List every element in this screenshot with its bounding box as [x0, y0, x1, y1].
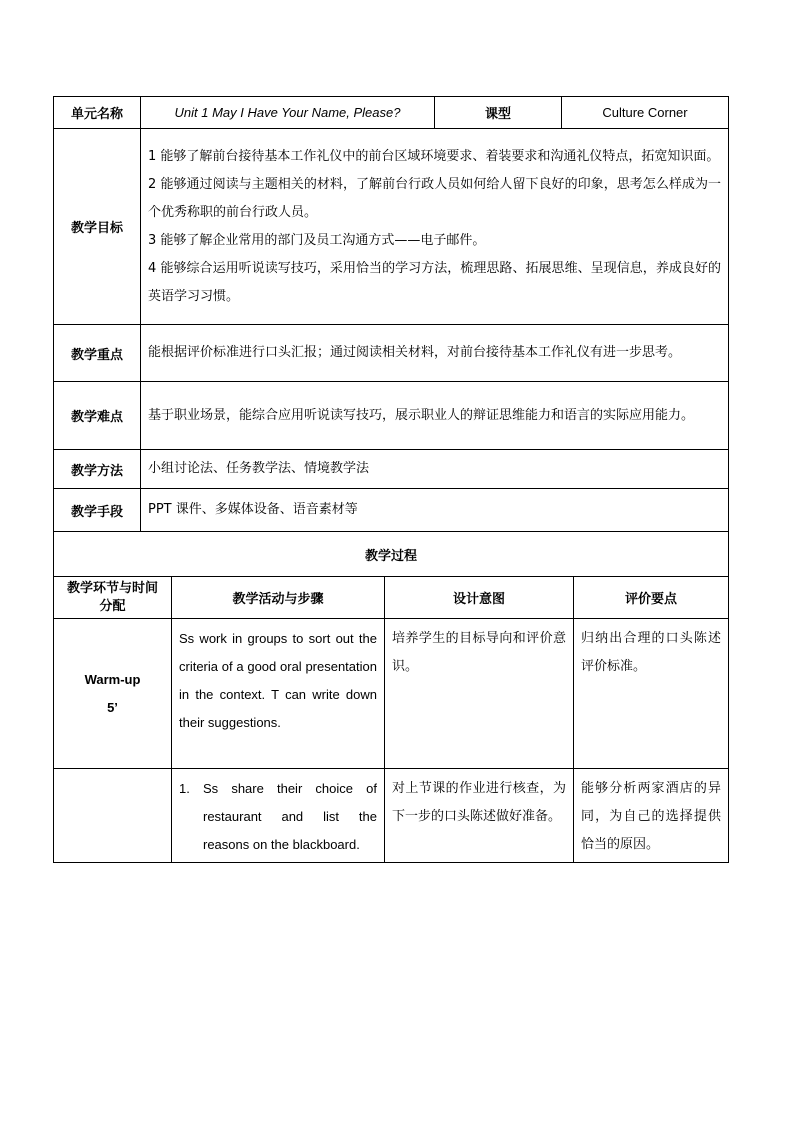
- process-title: 教学过程: [54, 532, 729, 577]
- means-label: 教学手段: [54, 489, 141, 532]
- key-points-row: [54, 325, 729, 382]
- step-number: 1.: [179, 781, 190, 796]
- type-value: Culture Corner: [562, 97, 729, 129]
- unit-label: 单元名称: [54, 97, 141, 129]
- key-points-text: 能根据评价标准进行口头汇报；通过阅读相关材料，对前台接待基本工作礼仪有进一步思考。: [141, 325, 729, 382]
- intent-cell: 对上节课的作业进行核查，为下一步的口头陈述做好准备。: [385, 769, 574, 863]
- unit-row: [54, 97, 729, 129]
- process-title-row: [54, 532, 729, 577]
- column-header-intent: 设计意图: [385, 577, 574, 619]
- objective-item: 4 能够综合运用听说读写技巧，采用恰当的学习方法，梳理思路、拓展思维、呈现信息，养成良好的英语学习习惯。: [148, 260, 721, 304]
- methods-row: [54, 450, 729, 489]
- methods-label: 教学方法: [54, 450, 141, 489]
- objective-item: 3 能够了解企业常用的部门及员工沟通方式——电子邮件。: [148, 232, 486, 248]
- process-header-row: [54, 577, 729, 619]
- unit-value: Unit 1 May I Have Your Name, Please?: [141, 97, 435, 129]
- difficulties-row: [54, 382, 729, 450]
- means-text: PPT 课件、多媒体设备、语音素材等: [141, 489, 729, 532]
- column-header-activity: 教学活动与步骤: [172, 577, 385, 619]
- type-label: 课型: [435, 97, 562, 129]
- objectives-label: 教学目标: [54, 129, 141, 325]
- evaluation-cell: 能够分析两家酒店的异同，为自己的选择提供恰当的原因。: [574, 769, 729, 863]
- objective-item: 2 能够通过阅读与主题相关的材料，了解前台行政人员如何给人留下良好的印象，思考怎么样成为一个优秀称职的前台行政人员。: [148, 176, 721, 220]
- stage-time: 5’: [107, 699, 118, 715]
- activity-cell: Ss work in groups to sort out the criteria of a good oral presentation in the context. T can write down their suggestions.: [172, 619, 385, 769]
- key-points-label: 教学重点: [54, 325, 141, 382]
- lesson-info-table: [53, 96, 729, 577]
- objectives-content: [141, 129, 729, 325]
- objectives-row: [54, 129, 729, 325]
- difficulties-text: 基于职业场景，能综合应用听说读写技巧，展示职业人的辩证思维能力和语言的实际应用能力。: [141, 382, 729, 450]
- column-header-evaluation: 评价要点: [574, 577, 729, 619]
- methods-text: 小组讨论法、任务教学法、情境教学法: [141, 450, 729, 489]
- stage-cell: [54, 619, 172, 769]
- table-row: [54, 619, 729, 769]
- stage-name: Warm-up: [84, 671, 141, 687]
- lesson-plan: [53, 96, 728, 863]
- column-header-stage: 教学环节与时间分配: [54, 577, 172, 619]
- activity-cell: [172, 769, 385, 863]
- means-row: [54, 489, 729, 532]
- difficulties-label: 教学难点: [54, 382, 141, 450]
- table-row: [54, 769, 729, 863]
- process-table: [53, 576, 729, 863]
- evaluation-cell: 归纳出合理的口头陈述评价标准。: [574, 619, 729, 769]
- objective-item: 1 能够了解前台接待基本工作礼仪中的前台区域环境要求、着装要求和沟通礼仪特点，拓宽知识面。: [148, 148, 720, 164]
- activity-text: Ss share their choice of restaurant and list the reasons on the blackboard.: [203, 781, 377, 852]
- intent-cell: 培养学生的目标导向和评价意识。: [385, 619, 574, 769]
- stage-cell: [54, 769, 172, 863]
